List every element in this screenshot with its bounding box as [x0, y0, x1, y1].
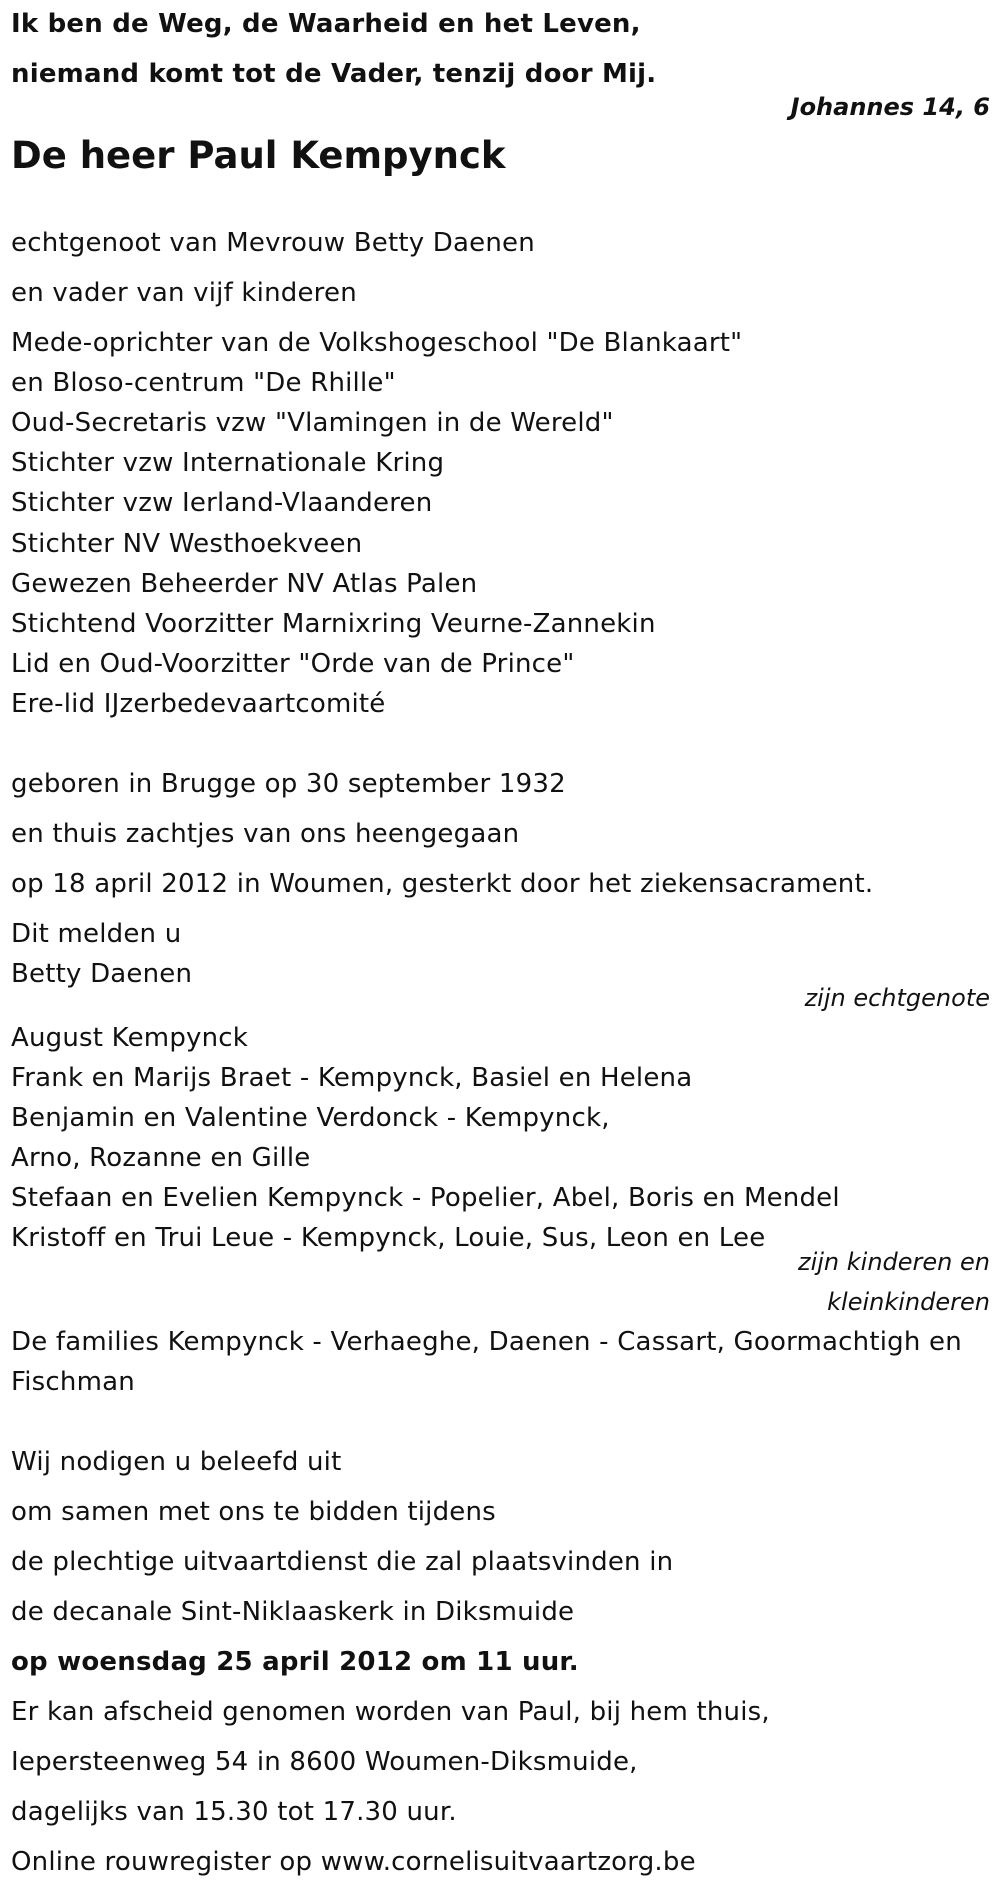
function-item: Mede-oprichter van de Volkshogeschool "De Blankaart": [11, 328, 743, 358]
function-item: en Bloso-centrum "De Rhille": [11, 368, 396, 398]
birth-line: geboren in Brugge op 30 september 1932: [11, 769, 566, 799]
spouse-role: zijn echtgenote: [804, 984, 990, 1012]
quote-reference: Johannes 14, 6: [790, 93, 990, 121]
function-item: Oud-Secretaris vzw "Vlamingen in de Wereld": [11, 408, 614, 438]
passing-line: en thuis zachtjes van ons heengegaan: [11, 819, 520, 849]
funeral-date: op woensdag 25 april 2012 om 11 uur.: [11, 1647, 579, 1677]
function-item: Ere-lid IJzerbedevaartcomité: [11, 689, 386, 719]
quote-line-1: Ik ben de Weg, de Waarheid en het Leven,: [11, 9, 641, 39]
families-line-2: Fischman: [11, 1367, 135, 1397]
family-member: Stefaan en Evelien Kempynck - Popelier, Abel, Boris en Mendel: [11, 1183, 840, 1213]
family-member: Kristoff en Trui Leue - Kempynck, Louie, Sus, Leon en Lee: [11, 1223, 766, 1253]
function-item: Gewezen Beheerder NV Atlas Palen: [11, 569, 478, 599]
family-member: Arno, Rozanne en Gille: [11, 1143, 311, 1173]
invitation-line-4: de decanale Sint-Niklaaskerk in Diksmuide: [11, 1597, 575, 1627]
function-item: Stichter NV Westhoekveen: [11, 529, 363, 559]
children-relation: en vader van vijf kinderen: [11, 278, 357, 308]
passing-date-line: op 18 april 2012 in Woumen, gesterkt door het ziekensacrament.: [11, 869, 874, 899]
farewell-hours: dagelijks van 15.30 tot 17.30 uur.: [11, 1797, 457, 1827]
families-line-1: De families Kempynck - Verhaeghe, Daenen - Cassart, Goormachtigh en: [11, 1327, 962, 1357]
invitation-line-2: om samen met ons te bidden tijdens: [11, 1497, 496, 1527]
invitation-line-3: de plechtige uitvaartdienst die zal plaatsvinden in: [11, 1547, 674, 1577]
farewell-address: Iepersteenweg 54 in 8600 Woumen-Diksmuide,: [11, 1747, 638, 1777]
function-item: Stichter vzw Internationale Kring: [11, 448, 445, 478]
invitation-line-1: Wij nodigen u beleefd uit: [11, 1447, 342, 1477]
children-role-line-1: zijn kinderen en: [798, 1248, 990, 1276]
family-member: August Kempynck: [11, 1023, 249, 1053]
online-register: Online rouwregister op www.cornelisuitvaartzorg.be: [11, 1847, 696, 1877]
function-item: Lid en Oud-Voorzitter "Orde van de Prince": [11, 649, 575, 679]
children-role-line-2: kleinkinderen: [827, 1288, 990, 1316]
announcement-intro: Dit melden u: [11, 919, 182, 949]
deceased-name: De heer Paul Kempynck: [11, 134, 506, 177]
quote-line-2: niemand komt tot de Vader, tenzij door Mij.: [11, 59, 657, 89]
spouse-relation: echtgenoot van Mevrouw Betty Daenen: [11, 228, 535, 258]
function-item: Stichter vzw Ierland-Vlaanderen: [11, 488, 433, 518]
family-member: Frank en Marijs Braet - Kempynck, Basiel en Helena: [11, 1063, 693, 1093]
farewell-line-1: Er kan afscheid genomen worden van Paul, bij hem thuis,: [11, 1697, 770, 1727]
function-item: Stichtend Voorzitter Marnixring Veurne-Zannekin: [11, 609, 656, 639]
spouse-name: Betty Daenen: [11, 959, 193, 989]
family-member: Benjamin en Valentine Verdonck - Kempynck,: [11, 1103, 610, 1133]
